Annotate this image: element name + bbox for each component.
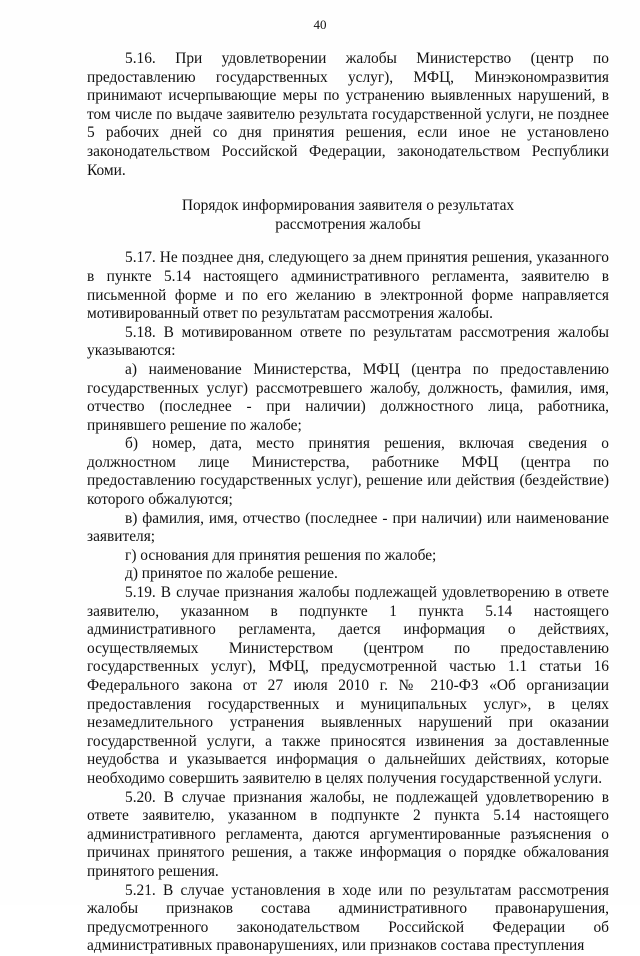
paragraph-5-19: 5.19. В случае признания жалобы подлежащей удовлетворению в ответе заявителю, указанном в подпункте 1 пункта 5.14 настоящего административного регламента, дается информация о действиях, осуществляемых Министерством (центром по предоставлению государственных услуг), МФЦ, предусмотренной частью 1.1 статьи 16 Федерального закона от 27 июля 2010 г. № 210-ФЗ «Об организации предоставления государственных и муниципальных услуг», в целях незамедлительного устранения выявленных нарушений при оказании государственной услуги, а также приносятся извинения за доставленные неудобства и указывается информация о дальнейших действиях, которые необходимо совершить заявителю в целях получения государственной услуги.: [87, 584, 609, 787]
list-item-v: в) фамилия, имя, отчество (последнее - при наличии) или наименование заявителя;: [87, 509, 609, 546]
paragraph-5-16: 5.16. При удовлетворении жалобы Министерство (центр по предоставлению государственных услуг), МФЦ, Минэкономразвития принимают исчерпывающие меры по устранению выявленных нарушений, в том числе по выдаче заявителю результата государственной услуги, не позднее 5 рабочих дней со дня принятия решения, если иное не установлено законодательством Российской Федерации, законодательством Республики Коми.: [87, 50, 609, 179]
list-item-b: б) номер, дата, место принятия решения, включая сведения о должностном лице Министерства, работнике МФЦ (центра по предоставлению государственных услуг), решение или действия (бездействие) которого обжалуются;: [87, 435, 609, 509]
list-item-d: д) принятое по жалобе решение.: [125, 565, 338, 583]
paragraph-5-20: 5.20. В случае признания жалобы, не подлежащей удовлетворению в ответе заявителю, указанном в подпункте 2 пункта 5.14 настоящего административного регламента, даются аргументированные разъяснения о причинах принятого решения, а также информация о порядке обжалования принятого решения.: [87, 788, 609, 880]
paragraph-5-18: 5.18. В мотивированном ответе по результатам рассмотрения жалобы указываются:: [87, 323, 609, 360]
list-item-a: а) наименование Министерства, МФЦ (центра по предоставлению государственных услуг) рассмотревшего жалобу, должность, фамилия, имя, отчество (последнее - при наличии) должностного лица, работника, принявшего решение по жалобе;: [87, 360, 609, 434]
document-body: [87, 50, 609, 956]
page-number: 40: [313, 17, 327, 32]
paragraph-5-21: 5.21. В случае установления в ходе или по результатам рассмотрения жалобы признаков состава административного правонарушения, предусмотренного законодательством Российской Федерации об административных правонарушениях, или признаков состава преступления: [87, 881, 609, 955]
paragraph-5-17: 5.17. Не позднее дня, следующего за днем принятия решения, указанного в пункте 5.14 настоящего административного регламента, заявителю в письменной форме и по его желанию в электронной форме направляется мотивированный ответ по результатам рассмотрения жалобы.: [87, 249, 609, 323]
list-item-g: г) основания для принятия решения по жалобе;: [125, 546, 437, 564]
section-heading: Порядок информирования заявителя о результатах рассмотрения жалобы: [181, 197, 515, 233]
